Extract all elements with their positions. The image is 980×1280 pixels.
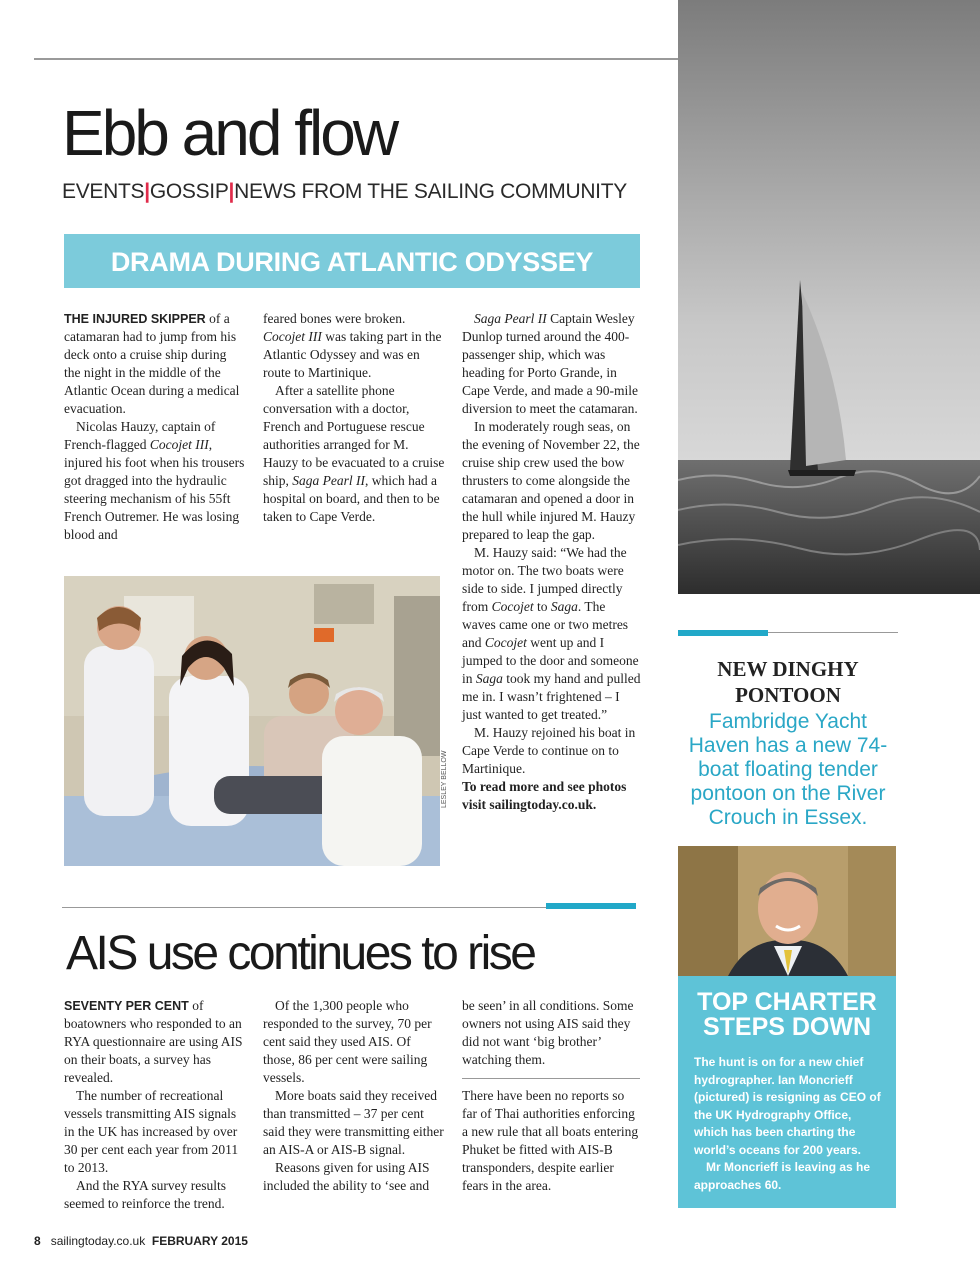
drama-lead: THE INJURED SKIPPER xyxy=(64,312,206,326)
drama-banner: DRAMA DURING ATLANTIC ODYSSEY xyxy=(64,234,640,288)
drama-paragraph: In moderately rough seas, on the evening of November 22, the cruise ship crew used the bow thrusters to come alongside the catamaran and opened a door in the hull while injured M. Hauzy prepared to leap the gap. xyxy=(462,419,640,542)
ais-paragraph: There have been no reports so far of Thai authorities enforcing a new rule that all boats entering Phuket be fitted with AIS-B transponders, despite earlier fears in the area. xyxy=(462,1088,639,1193)
drama-paragraph: feared bones were broken. Cocojet III was taking part in the Atlantic Odyssey and was en route to Martinique. xyxy=(263,311,442,380)
subtitle-separator: | xyxy=(144,180,150,203)
portrait-image xyxy=(678,846,896,976)
drama-paragraph: Saga Pearl II Captain Wesley Dunlop turned around the 400-passenger ship, which was heading for Porto Grande, in Cape Verde, and made a 90-mile diversion to meet the catamaran. xyxy=(462,311,638,416)
sidebar-rule-accent xyxy=(678,630,768,636)
ais-text: of boatowners who responded to an RYA questionnaire are using AIS on their boats, a survey has revealed. xyxy=(64,998,243,1085)
drama-column-2 xyxy=(263,310,445,526)
ais-paragraph: be seen’ in all conditions. Some owners not using AIS said they did not want ‘big brother’ watching them. xyxy=(462,998,634,1067)
drama-text: of a catamaran had to jump from his deck onto a cruise ship during the night in the middle of the Atlantic Ocean during a medical evacuation. xyxy=(64,311,240,416)
section-divider-accent xyxy=(546,903,636,909)
hospital-photo-image xyxy=(64,576,440,866)
subtitle-news: NEWS FROM THE SAILING COMMUNITY xyxy=(234,180,627,203)
hospital-photo xyxy=(64,576,440,866)
ais-lead: SEVENTY PER CENT xyxy=(64,999,189,1013)
section-subtitle xyxy=(62,180,627,204)
dinghy-headline: NEW DINGHY PONTOON xyxy=(717,657,859,707)
footer-issue: FEBRUARY 2015 xyxy=(151,1234,248,1248)
ais-column-2 xyxy=(263,997,445,1195)
ais-column-rule xyxy=(462,1078,640,1079)
ais-paragraph xyxy=(64,997,246,1087)
ais-paragraph: More boats said they received than transmitted – 37 per cent said they were transmitting either an AIS-A or AIS-B signal. xyxy=(263,1088,444,1157)
drama-paragraph: After a satellite phone conversation with a doctor, French and Portuguese rescue authorities arranged for M. Hauzy to be evacuated to a cruise ship, Saga Pearl II, which had a hospital on board, and then to be taken to Cape Verde. xyxy=(263,383,445,524)
photo-credit: LESLEY BELLOW xyxy=(441,750,448,808)
drama-paragraph: M. Hauzy said: “We had the motor on. The two boats were side to side. I jumped directly from Cocojet to Saga. The waves came one or two metres and Cocojet went up and I jumped to the door and someone in Saga took my hand and pulled me in. I wasn’t frightened – I just wanted to get treated.” xyxy=(462,545,641,722)
ais-paragraph: The number of recreational vessels transmitting AIS signals in the UK has increased by over 30 per cent each year from 2011 to 2013. xyxy=(64,1088,239,1175)
top-rule xyxy=(34,58,680,60)
drama-column-3 xyxy=(462,310,642,814)
page-title: Ebb and flow xyxy=(62,97,397,169)
page-number: 8 xyxy=(34,1234,41,1248)
sailing-photo xyxy=(678,0,980,594)
subtitle-events: EVENTS xyxy=(62,180,145,203)
drama-paragraph xyxy=(64,310,246,418)
ais-column-3 xyxy=(462,997,640,1069)
ais-paragraph: Reasons given for using AIS included the ability to ‘see and xyxy=(263,1160,430,1193)
sailing-photo-image xyxy=(678,0,980,594)
drama-paragraph: M. Hauzy rejoined his boat in Cape Verde to continue on to Martinique. xyxy=(462,725,636,776)
ais-headline: AIS use continues to rise xyxy=(66,927,535,980)
subtitle-gossip: GOSSIP xyxy=(149,180,229,203)
charter-paragraph: Mr Moncrieff is leaving as he approaches 60. xyxy=(694,1160,871,1192)
drama-cta: To read more and see photos visit sailingtoday.co.uk. xyxy=(462,779,627,812)
portrait-photo xyxy=(678,846,896,976)
footer-site: sailingtoday.co.uk xyxy=(50,1234,146,1248)
charter-headline: TOP CHARTER STEPS DOWN xyxy=(697,988,877,1041)
charter-body xyxy=(694,1054,888,1194)
ais-column-3-bottom xyxy=(462,1087,640,1195)
drama-paragraph: Nicolas Hauzy, captain of French-flagged Cocojet III, injured his foot when his trousers got dragged into the hydraulic steering mechanism of his 55ft French Outremer. He was losing blood and xyxy=(64,419,245,542)
ais-paragraph: Of the 1,300 people who responded to the survey, 70 per cent said they used AIS. Of those, 86 per cent were sailing vessels. xyxy=(263,998,432,1085)
charter-paragraph: The hunt is on for a new chief hydrographer. Ian Moncrieff (pictured) is resigning as CEO of the UK Hydrography Office, which has been charting the world’s oceans for 200 years. xyxy=(694,1055,881,1157)
ais-column-1 xyxy=(64,997,246,1213)
dinghy-body: Fambridge Yacht Haven has a new 74-boat floating tender pontoon on the River Crouch in Essex. xyxy=(688,710,888,829)
subtitle-separator: | xyxy=(228,180,235,203)
drama-column-1 xyxy=(64,310,246,544)
ais-paragraph: And the RYA survey results seemed to reinforce the trend. xyxy=(64,1178,226,1211)
page-footer xyxy=(34,1234,248,1248)
